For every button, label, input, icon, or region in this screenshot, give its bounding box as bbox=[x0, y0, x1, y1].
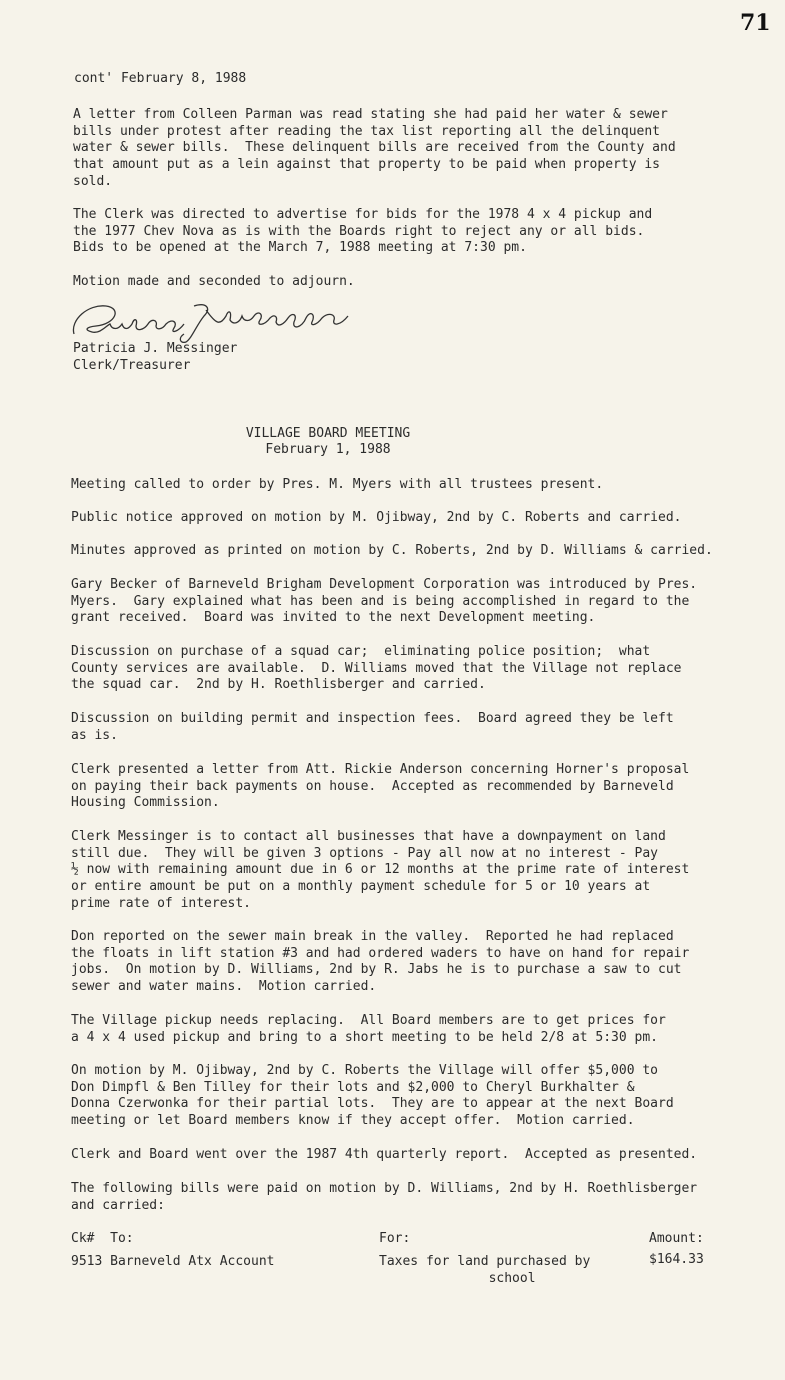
meeting-paragraph-squad-car: Discussion on purchase of a squad car; eliminating police position; what County services are available. D. Williams moved that the Village not replace the squad car. 2nd by H. Roethlisberger and carried. bbox=[71, 644, 682, 693]
meeting-paragraph-pickup: The Village pickup needs replacing. All Board members are to get prices for a 4 x 4 used pickup and bring to a short meeting to be held 2/8 at 5:30 pm. bbox=[71, 1013, 666, 1045]
meeting-paragraph-quarterly-report: Clerk and Board went over the 1987 4th quarterly report. Accepted as presented. bbox=[71, 1147, 698, 1162]
continuation-paragraph-adjourn: Motion made and seconded to adjourn. bbox=[73, 274, 355, 289]
bill-payee: 9513 Barneveld Atx Account bbox=[71, 1254, 275, 1269]
meeting-paragraph-downpayment: Clerk Messinger is to contact all businesses that have a downpayment on land still due. They will be given 3 options - Pay all now at no interest - Pay ½ now with remaining amount due in 6 or 12 months at the prime rate of interest or entire amount be put on a monthly payment schedule for 5 or 10 years at prime rate of interest. bbox=[71, 829, 690, 911]
bills-header-for: For: bbox=[379, 1231, 411, 1246]
meeting-paragraph-minutes: Minutes approved as printed on motion by C. Roberts, 2nd by D. Williams & carried. bbox=[71, 543, 713, 558]
signer-name: Patricia J. Messinger bbox=[73, 341, 238, 356]
continuation-paragraph-bids: The Clerk was directed to advertise for bids for the 1978 4 x 4 pickup and the 1977 Chev Nova as is with the Boards right to reject any or all bids. Bids to be opened at the March 7, 1988 meeting at 7:30 pm. bbox=[73, 207, 653, 256]
meeting-title: VILLAGE BOARD MEETING bbox=[245, 426, 411, 441]
continuation-paragraph-parman: A letter from Colleen Parman was read stating she had paid her water & sewer bills under protest after reading the tax list reporting all the delinquent water & sewer bills. These delinquent bills are received from the County and that amount put as a lein against that property to be paid when property is sold. bbox=[73, 107, 676, 189]
meeting-paragraph-development: Gary Becker of Barneveld Brigham Development Corporation was introduced by Pres. Myers. Gary explained what has been and is being accomplished in regard to the grant received. Board was invited to the next Development meeting. bbox=[71, 577, 698, 626]
meeting-date: February 1, 1988 bbox=[265, 442, 391, 457]
bills-header-to: Ck# To: bbox=[71, 1231, 134, 1246]
continuation-heading: cont' February 8, 1988 bbox=[74, 71, 247, 86]
bill-purpose: Taxes for land purchased by school bbox=[379, 1254, 591, 1286]
handwritten-signature bbox=[66, 296, 366, 346]
meeting-paragraph-call-to-order: Meeting called to order by Pres. M. Myers with all trustees present. bbox=[71, 477, 604, 492]
meeting-paragraph-public-notice: Public notice approved on motion by M. Ojibway, 2nd by C. Roberts and carried. bbox=[71, 510, 682, 525]
bill-amount: $164.33 bbox=[649, 1252, 704, 1267]
meeting-paragraph-lot-offers: On motion by M. Ojibway, 2nd by C. Roberts the Village will offer $5,000 to Don Dimpfl & Ben Tilley for their lots and $2,000 to Cheryl Burkhalter & Donna Czerwonka for their partial lots. They are to appear at the next Board meeting or let Board members know if they accept offer. Motion carried. bbox=[71, 1063, 674, 1129]
meeting-paragraph-bills-motion: The following bills were paid on motion by D. Williams, 2nd by H. Roethlisberger and carried: bbox=[71, 1181, 698, 1213]
page-number: 71 bbox=[740, 10, 771, 36]
meeting-paragraph-permit-fees: Discussion on building permit and inspection fees. Board agreed they be left as is. bbox=[71, 711, 674, 743]
bills-header-amount: Amount: bbox=[649, 1231, 704, 1246]
meeting-paragraph-sewer: Don reported on the sewer main break in the valley. Reported he had replaced the floats in lift station #3 and had ordered waders to have on hand for repair jobs. On motion by D. Williams, 2nd by R. Jabs he is to purchase a saw to cut sewer and water mains. Motion carried. bbox=[71, 929, 690, 995]
meeting-paragraph-horner: Clerk presented a letter from Att. Rickie Anderson concerning Horner's proposal on paying their back payments on house. Accepted as recommended by Barneveld Housing Commission. bbox=[71, 762, 690, 811]
signer-title: Clerk/Treasurer bbox=[73, 358, 191, 373]
